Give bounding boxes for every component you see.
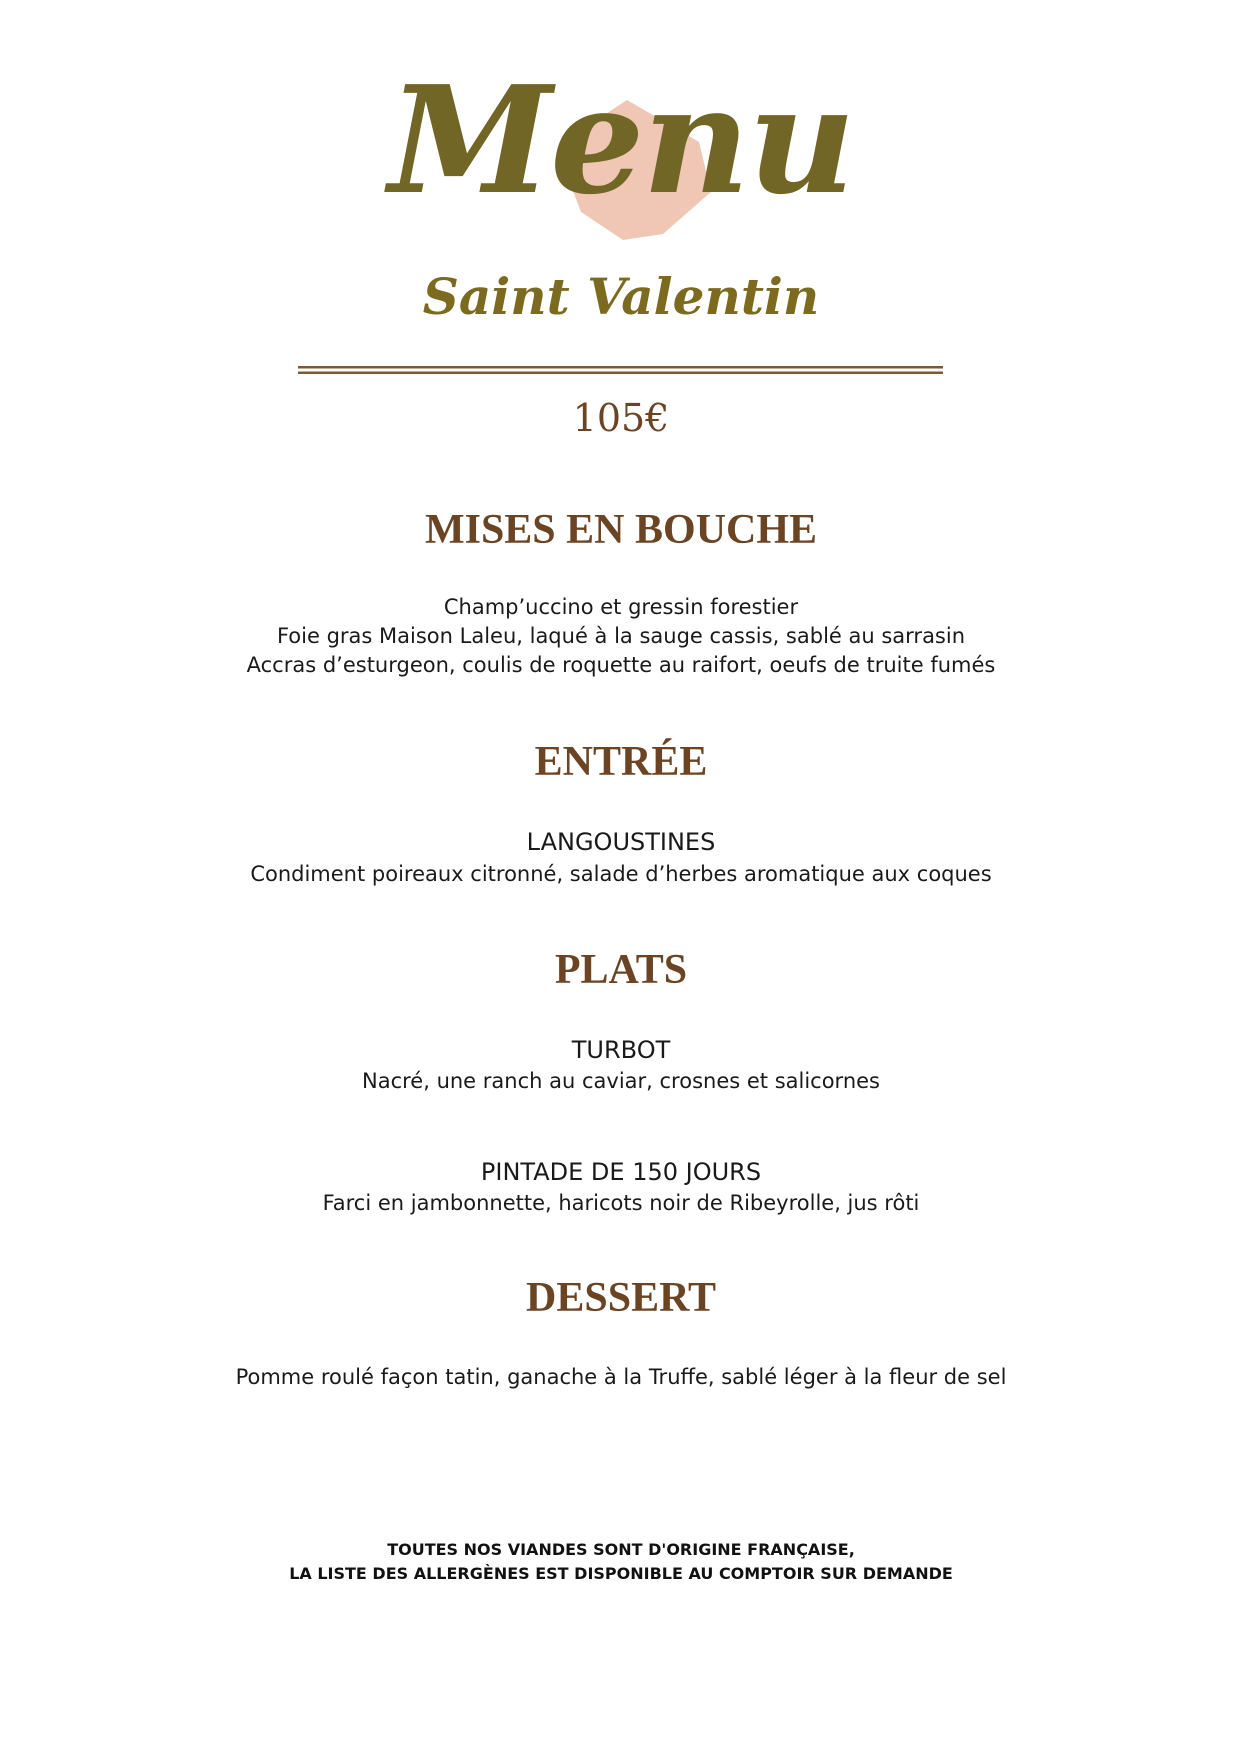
section-title-plats: PLATS bbox=[554, 947, 688, 993]
mises-item-3: Accras d’esturgeon, coulis de roquette au raifort, oeufs de truite fumés bbox=[246, 653, 996, 677]
footer-origin-note: TOUTES NOS VIANDES SONT D'ORIGINE FRANÇAISE, bbox=[387, 1540, 855, 1559]
plats-dish-name-2: PINTADE DE 150 JOURS bbox=[480, 1158, 762, 1186]
plats-dish-description-1: Nacré, une ranch au caviar, crosnes et salicornes bbox=[362, 1069, 880, 1093]
dessert-description: Pomme roulé façon tatin, ganache à la Truffe, sablé léger à la fleur de sel bbox=[235, 1365, 1007, 1389]
title-divider bbox=[298, 364, 943, 376]
menu-price: 105€ bbox=[572, 396, 670, 440]
menu-subtitle: Saint Valentin bbox=[422, 267, 820, 326]
menu-title: Menu bbox=[388, 53, 854, 227]
mises-item-1: Champ’uccino et gressin forestier bbox=[443, 595, 799, 619]
footer-allergen-note: LA LISTE DES ALLERGÈNES EST DISPONIBLE AU COMPTOIR SUR DEMANDE bbox=[289, 1564, 953, 1583]
mises-item-2: Foie gras Maison Laleu, laqué à la sauge cassis, sablé au sarrasin bbox=[276, 624, 966, 648]
plats-dish-name-1: TURBOT bbox=[571, 1036, 671, 1064]
section-title-dessert: DESSERT bbox=[526, 1275, 716, 1321]
entree-dish-name: LANGOUSTINES bbox=[526, 828, 716, 856]
entree-dish-description: Condiment poireaux citronné, salade d’herbes aromatique aux coques bbox=[250, 862, 992, 886]
section-title-entree: ENTRÉE bbox=[534, 739, 708, 785]
plats-dish-description-2: Farci en jambonnette, haricots noir de Ribeyrolle, jus rôti bbox=[322, 1191, 920, 1215]
section-title-mises-en-bouche: MISES EN BOUCHE bbox=[424, 507, 818, 553]
